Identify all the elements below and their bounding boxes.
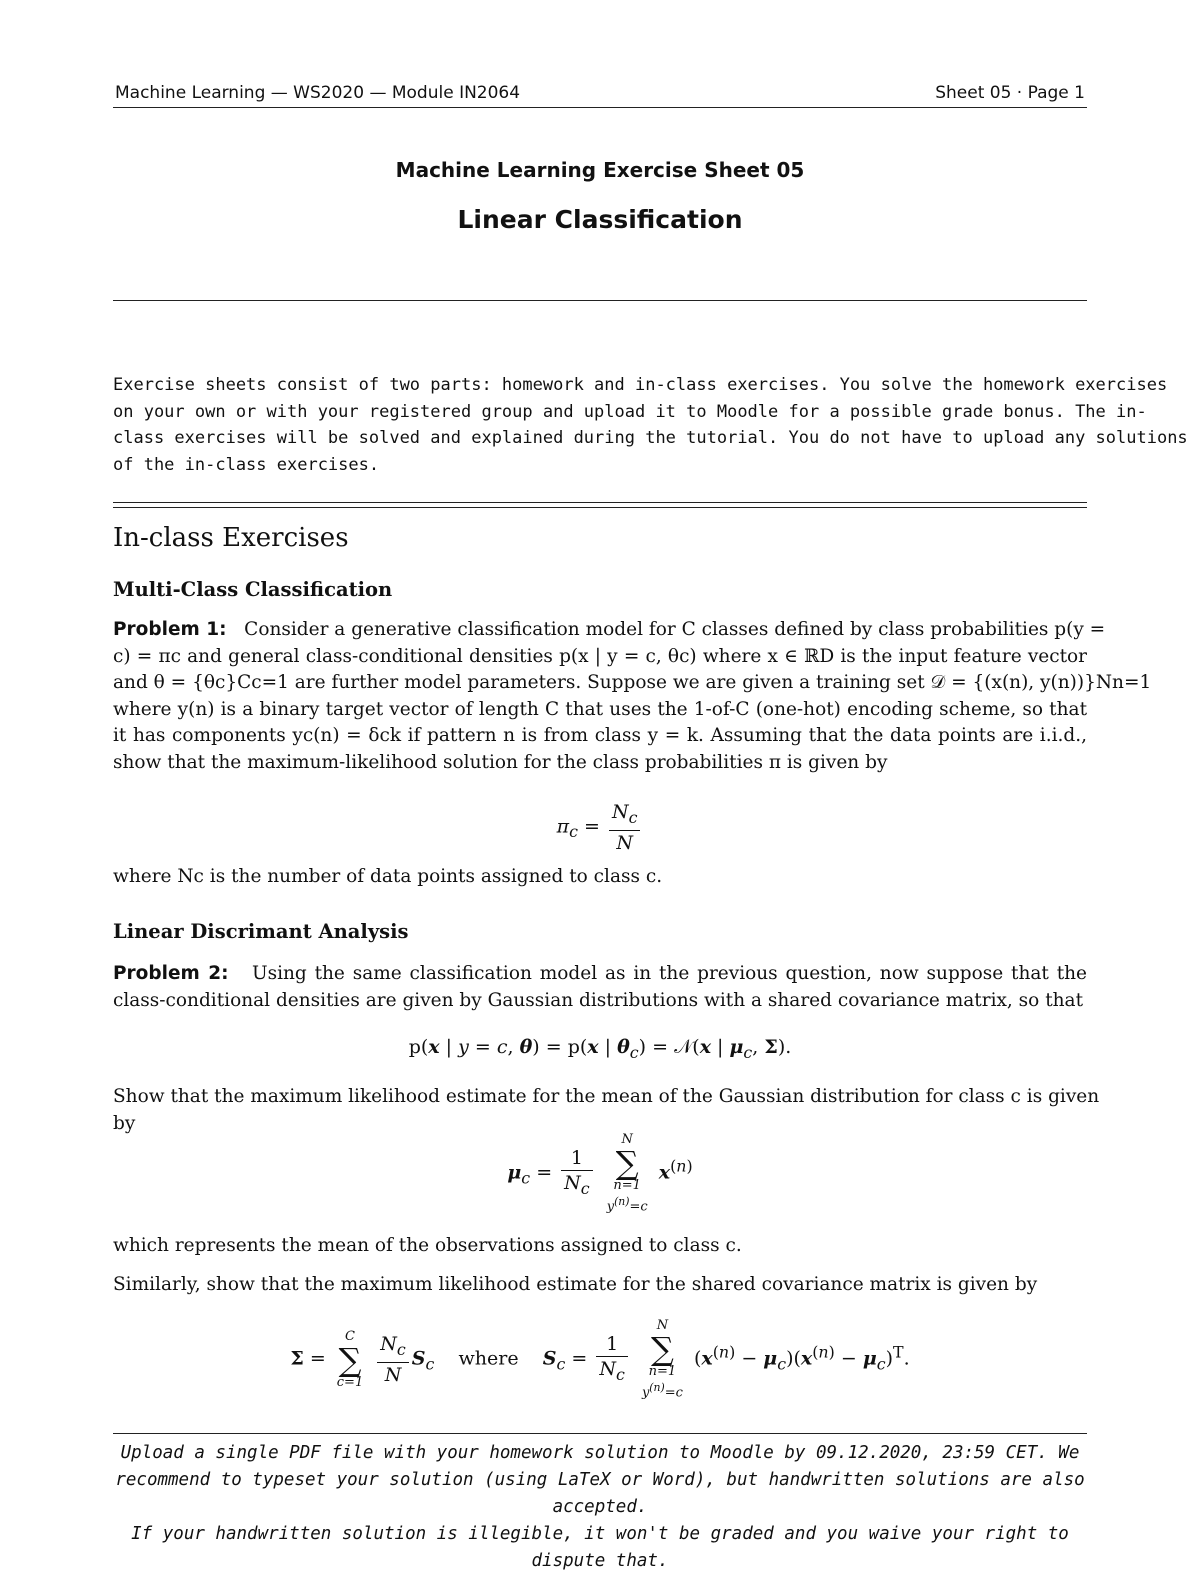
problem-1-text	[113, 617, 1152, 776]
footer-line: Upload a single PDF file with your homework solution to Moodle by 09.12.2020, 23:59 CET. We	[120, 1443, 1080, 1463]
problem-2-text	[113, 961, 1087, 1014]
covariance-intro: Similarly, show that the maximum likelihood estimate for the shared covariance matrix is given by	[113, 1274, 1038, 1295]
problem-1-after-text	[113, 864, 1087, 891]
mean-intro-line: Show that the maximum likelihood estimate for the mean of the Gaussian distribution for class c is given	[113, 1086, 1100, 1107]
header-page-number: Sheet 05 · Page 1	[935, 83, 1085, 103]
submission-footer	[113, 1433, 1087, 1575]
problem-1-line: Consider a generative classification model for C classes defined by class probabilities p(y =	[244, 619, 1106, 640]
title-divider	[113, 300, 1087, 301]
problem-1-line: where y(n) is a binary target vector of length C that uses the 1-of-C (one-hot) encoding scheme, so that	[113, 698, 1087, 720]
problem-2-label: Problem 2:	[113, 963, 229, 984]
section-title: In-class Exercises	[113, 523, 349, 553]
header-course: Machine Learning — WS2020 — Module IN2064	[115, 83, 521, 103]
double-divider-top	[113, 502, 1087, 503]
intro-line: of the in-class exercises.	[113, 454, 380, 475]
problem-1-line: and θ = {θc}Cc=1 are further model parameters. Suppose we are given a training set 𝒟 = {(x(n), y(n))}Nn=1	[113, 672, 1152, 693]
equation-mean-estimate: $\mu_c$ = $\frac{1}{N_c}$ N ∑ n=1 $y^{(n)}=c$ $x^{(n)}$	[507, 1132, 693, 1215]
equation-gaussian-density: p(x | y = c, θ) = p(x | $\theta_c$) = 𝒩(x | $\mu_c$, Σ).	[408, 1036, 792, 1062]
mean-after-text	[113, 1233, 1087, 1260]
subsection-title-problem-1: Multi-Class Classification	[113, 578, 393, 601]
subsection-title-problem-2: Linear Discrimant Analysis	[113, 920, 409, 943]
problem-1-line: c) = πc and general class-conditional densities p(x | y = c, θc) where x ∈ ℝD is the input feature vector	[113, 645, 1087, 667]
mean-intro-text	[113, 1084, 1100, 1137]
double-divider-bottom	[113, 507, 1087, 508]
problem-2-line: Using the same classification model as in the previous question, now suppose that the	[251, 963, 1087, 984]
running-header	[113, 80, 1087, 108]
mean-after: which represents the mean of the observations assigned to class c.	[113, 1235, 742, 1256]
intro-line: on your own or with your registered group and upload it to Moodle for a possible grade bonus. The in-	[113, 401, 1147, 422]
footer-line: recommend to typeset your solution (using LaTeX or Word), but handwritten solutions are also accepted.	[115, 1470, 1085, 1517]
problem-1-after: where Nc is the number of data points assigned to class c.	[113, 866, 663, 887]
footer-line: If your handwritten solution is illegible, it won't be graded and you waive your right to dispute that.	[131, 1524, 1069, 1571]
intro-line: Exercise sheets consist of two parts: homework and in-class exercises. You solve the homework exercises	[113, 375, 1168, 395]
intro-line: class exercises will be solved and explained during the tutorial. You do not have to upload any solutions	[113, 428, 1188, 448]
problem-2-line: class-conditional densities are given by Gaussian distributions with a shared covariance matrix, so that	[113, 989, 1084, 1011]
problem-1-label: Problem 1:	[113, 619, 227, 640]
topic-title: Linear Classification	[457, 205, 743, 234]
equation-class-probability: $\pi_c$ = $\frac{N_c}{N}$	[0, 800, 1200, 855]
problem-1-line: show that the maximum-likelihood solution for the class probabilities π is given by	[113, 751, 888, 773]
sheet-title: Machine Learning Exercise Sheet 05	[395, 158, 805, 182]
mean-intro-line: by	[113, 1112, 136, 1134]
covariance-intro-text	[113, 1272, 1087, 1299]
problem-1-line: it has components yc(n) = δck if pattern n is from class y = k. Assuming that the data points are i.i.d.,	[113, 725, 1087, 746]
intro-paragraph	[113, 372, 1188, 478]
equation-covariance-estimate: Σ = C ∑ c=1 $\frac{N_c}{N}$ $S_c$ where $S_c$ = $\frac{1}{N_c}$ N ∑ n=1 $y^{(n)}=c$ $(x^{(n)} - \mu_c)(x^{(n)} - \mu_c)^T$.	[290, 1318, 910, 1401]
